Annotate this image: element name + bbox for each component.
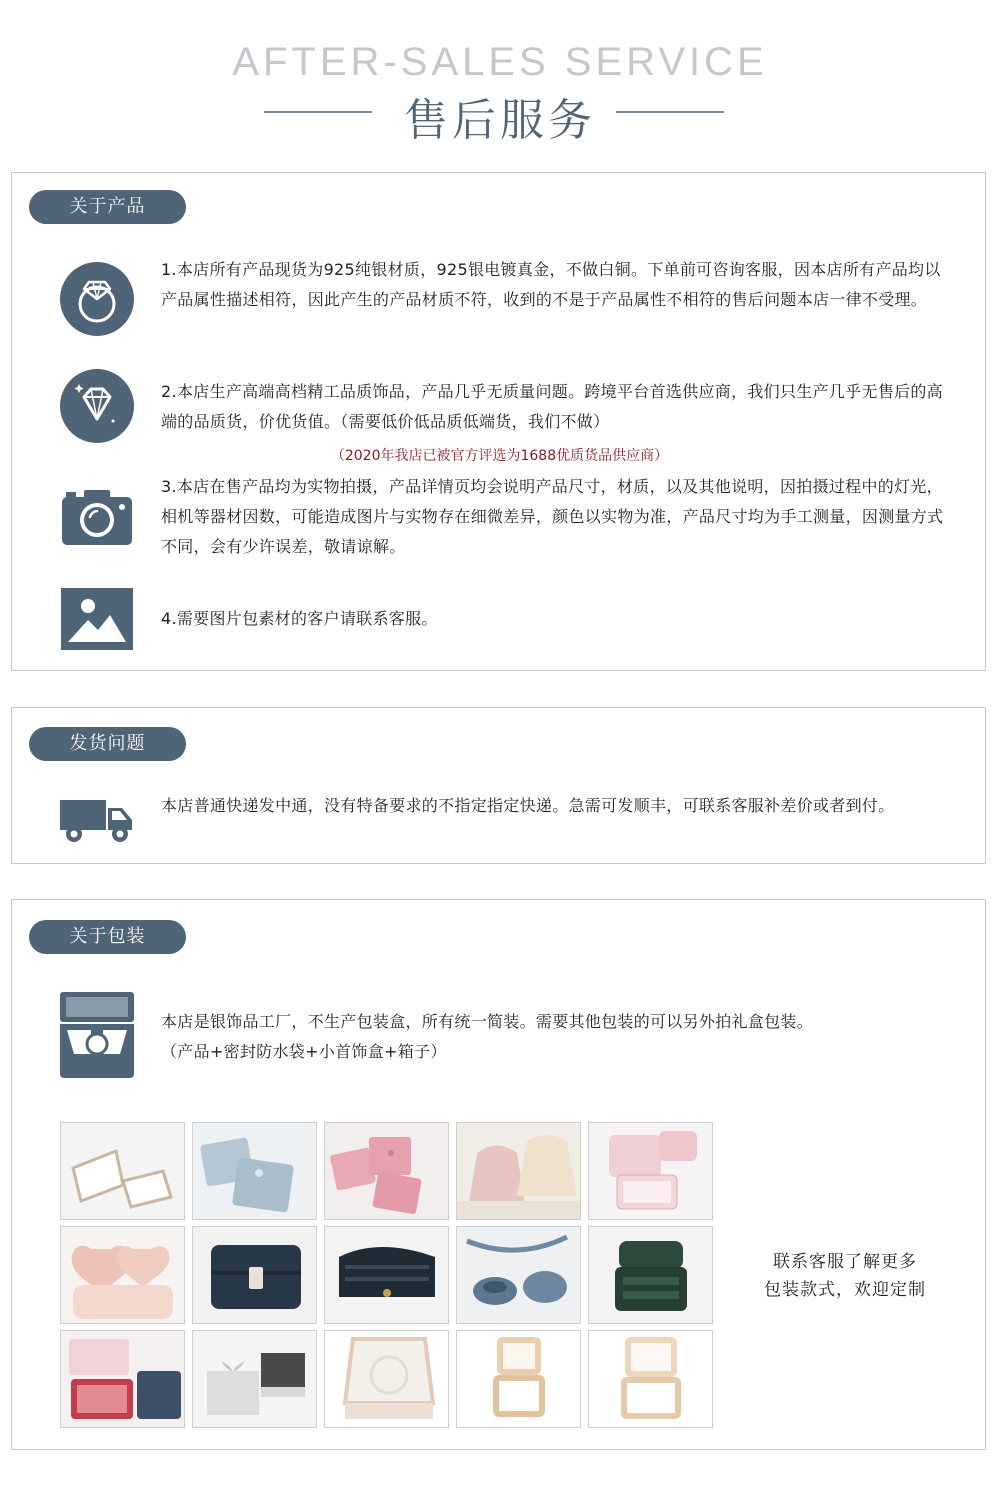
product-item-1-text: 1.本店所有产品现货为925纯银材质，925银电镀真金，不做白铜。下单前可咨询客服，因本店所有产品均以产品属性描述相符，因此产生的产品材质不符，收到的不是于产品属性不相符的售后问题本店一律不受理。 [161, 260, 941, 309]
photo-pink-pouches [324, 1122, 449, 1220]
photo-drawstring-bags [456, 1122, 581, 1220]
packaging-contact [740, 1248, 950, 1304]
section-packaging [11, 899, 986, 1450]
photo-pendant-box-open [588, 1330, 713, 1428]
photo-gift-box-bow [192, 1330, 317, 1428]
photo-heart-case [60, 1226, 185, 1324]
ring-icon [60, 262, 134, 336]
photo-blue-ring-boxes [456, 1226, 581, 1324]
diamond-icon [60, 369, 134, 443]
page-title: 售后服务 [404, 95, 596, 146]
shipping-text: 本店普通快递发中通，没有特备要求的不指定指定快递。急需可发顺丰，可联系客服补差价或者到付。 [161, 796, 895, 815]
packaging-photo-grid [60, 1122, 720, 1430]
supplier-award-note: （2020年我店已被官方评选为1688优质货品供应商） [330, 448, 669, 464]
photo-navy-leather-box [192, 1226, 317, 1324]
section-label-packaging: 关于包装 [29, 920, 186, 954]
contact-line-1: 联系客服了解更多 [773, 1252, 917, 1272]
photo-green-velvet-box [588, 1226, 713, 1324]
photo-ring-box-open [456, 1330, 581, 1428]
photo-pink-travel-case [588, 1122, 713, 1220]
jewelry-box-icon [60, 992, 134, 1080]
photo-blue-pouches [192, 1122, 317, 1220]
packaging-text-line-1: 本店是银饰品工厂，不生产包装盒，所有统一简装。需要其他包装的可以另外拍礼盒包装。 [161, 1012, 814, 1031]
photo-white-bangle-box [324, 1330, 449, 1428]
title-divider-right [616, 111, 724, 113]
section-about-product [11, 172, 986, 671]
section-label-shipping: 发货问题 [29, 727, 186, 761]
truck-icon [60, 796, 134, 844]
product-item-3-text: 3.本店在售产品均为实物拍摄，产品详情页均会说明产品尺寸，材质，以及其他说明，因拍摄过程中的灯光，相机等器材因数，可能造成图片与实物存在细微差异，颜色以实物为准，产品尺寸均为手工测量，因测量方式不同，会有少许误差，敬请谅解。 [161, 477, 944, 556]
image-icon [60, 587, 134, 661]
contact-line-2: 包装款式，欢迎定制 [764, 1280, 926, 1300]
photo-clear-box [60, 1122, 185, 1220]
packaging-text-line-2: （产品+密封防水袋+小首饰盒+箱子） [161, 1042, 447, 1061]
section-label-product: 关于产品 [29, 190, 186, 224]
camera-icon [60, 487, 134, 561]
title-english: AFTER-SALES SERVICE [232, 40, 768, 84]
photo-red-travel-cases [60, 1330, 185, 1428]
product-item-4-text: 4.需要图片包素材的客户请联系客服。 [161, 609, 438, 628]
page-header [0, 0, 1000, 170]
section-shipping [11, 707, 986, 864]
product-item-2-text: 2.本店生产高端高档精工品质饰品，产品几乎无质量问题。跨境平台首选供应商，我们只生产几乎无售后的高端的品质货，价优货值。（需要低价低品质低端货，我们不做） [161, 382, 943, 431]
photo-dark-open-box [324, 1226, 449, 1324]
